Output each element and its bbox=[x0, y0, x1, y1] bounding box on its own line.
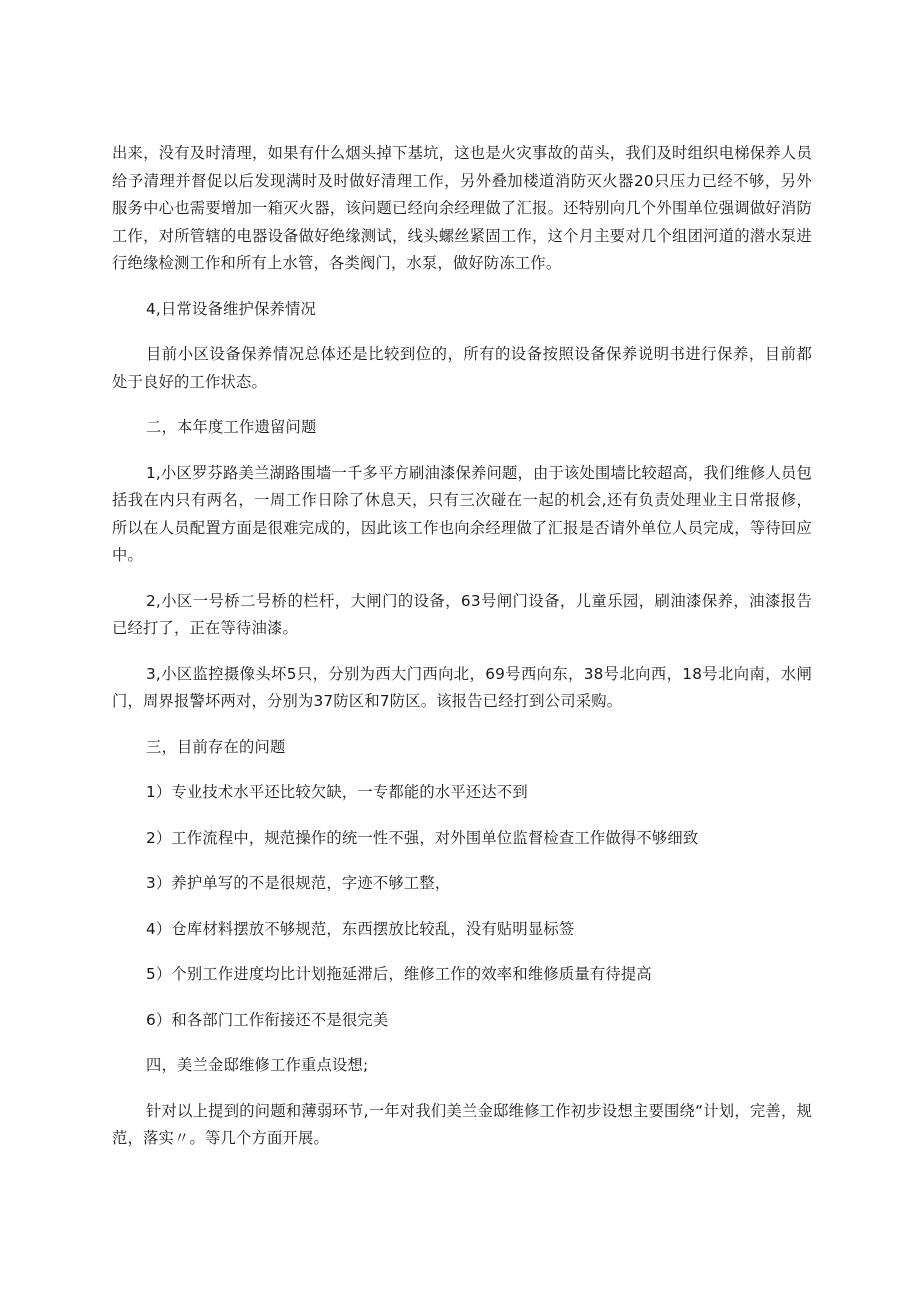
list-item-problem-1: 1）专业技术水平还比较欠缺，一专都能的水平还达不到 bbox=[146, 783, 528, 801]
heading-remaining-issues: 二，本年度工作遗留问题 bbox=[146, 418, 317, 436]
paragraph-fire-safety-continued: 出来，没有及时清理，如果有什么烟头掉下基坑，这也是火灾事故的苗头，我们及时组织电梯保养人员给予清理并督促以后发现满时及时做好清理工作，另外叠加楼道消防灭火器20只压力已经不够，另外服务中心也需要增加一箱灭火器，该问题已经向余经理做了汇报。还特别向几个外围单位强调做好消防工作，对所管辖的电器设备做好绝缘测试，线头螺丝紧固工作，这个月主要对几个组团河道的潜水泵进行绝缘检测工作和所有上水管，各类阀门，水泵，做好防冻工作。 bbox=[112, 144, 812, 272]
paragraph-issue-2: 2,小区一号桥二号桥的栏杆，大闸门的设备，63号闸门设备，儿童乐园，刷油漆保养，油漆报告已经打了，正在等待油漆。 bbox=[112, 591, 812, 637]
paragraph-plan-summary: 针对以上提到的问题和薄弱环节,一年对我们美兰金邸维修工作初步设想主要围绕“计划，完善，规范，落实〃。等几个方面开展。 bbox=[112, 1101, 812, 1147]
list-item-problem-4: 4）仓库材料摆放不够规范，东西摆放比较乱，没有贴明显标签 bbox=[146, 919, 575, 938]
list-item-problem-6: 6）和各部门工作衔接还不是很完美 bbox=[146, 1010, 389, 1029]
paragraph-equipment-status: 目前小区设备保养情况总体还是比较到位的，所有的设备按照设备保养说明书进行保养，目前都处于良好的工作状态。 bbox=[112, 345, 812, 391]
list-item-problem-2: 2）工作流程中，规范操作的统一性不强，对外围单位监督检查工作做得不够细致 bbox=[146, 828, 699, 847]
heading-current-problems: 三，目前存在的问题 bbox=[146, 737, 286, 756]
heading-key-plans: 四，美兰金邸维修工作重点设想; bbox=[146, 1056, 369, 1074]
paragraph-issue-3: 3,小区监控摄像头坏5只，分别为西大门西向北，69号西向东，38号北向西，18号北向南，水闸门，周界报警坏两对，分别为37防区和7防区。该报告已经打到公司采购。 bbox=[112, 664, 812, 710]
heading-daily-maintenance: 4,日常设备维护保养情况 bbox=[146, 299, 316, 318]
paragraph-issue-1: 1,小区罗芬路美兰湖路围墙一千多平方刷油漆保养问题，由于该处围墙比较超高，我们维修人员包括我在内只有两名，一周工作日除了休息天，只有三次碰在一起的机会,还有负责处理业主日常报修，所以在人员配置方面是很难完成的，因此该工作也向余经理做了汇报是否请外单位人员完成，等待回应中。 bbox=[112, 463, 812, 564]
list-item-problem-5: 5）个别工作进度均比计划拖延滞后，维修工作的效率和维修质量有待提高 bbox=[146, 965, 652, 983]
document-body bbox=[112, 140, 812, 1153]
list-item-problem-3: 3）养护单写的不是很规范，字迹不够工整， bbox=[146, 874, 451, 892]
